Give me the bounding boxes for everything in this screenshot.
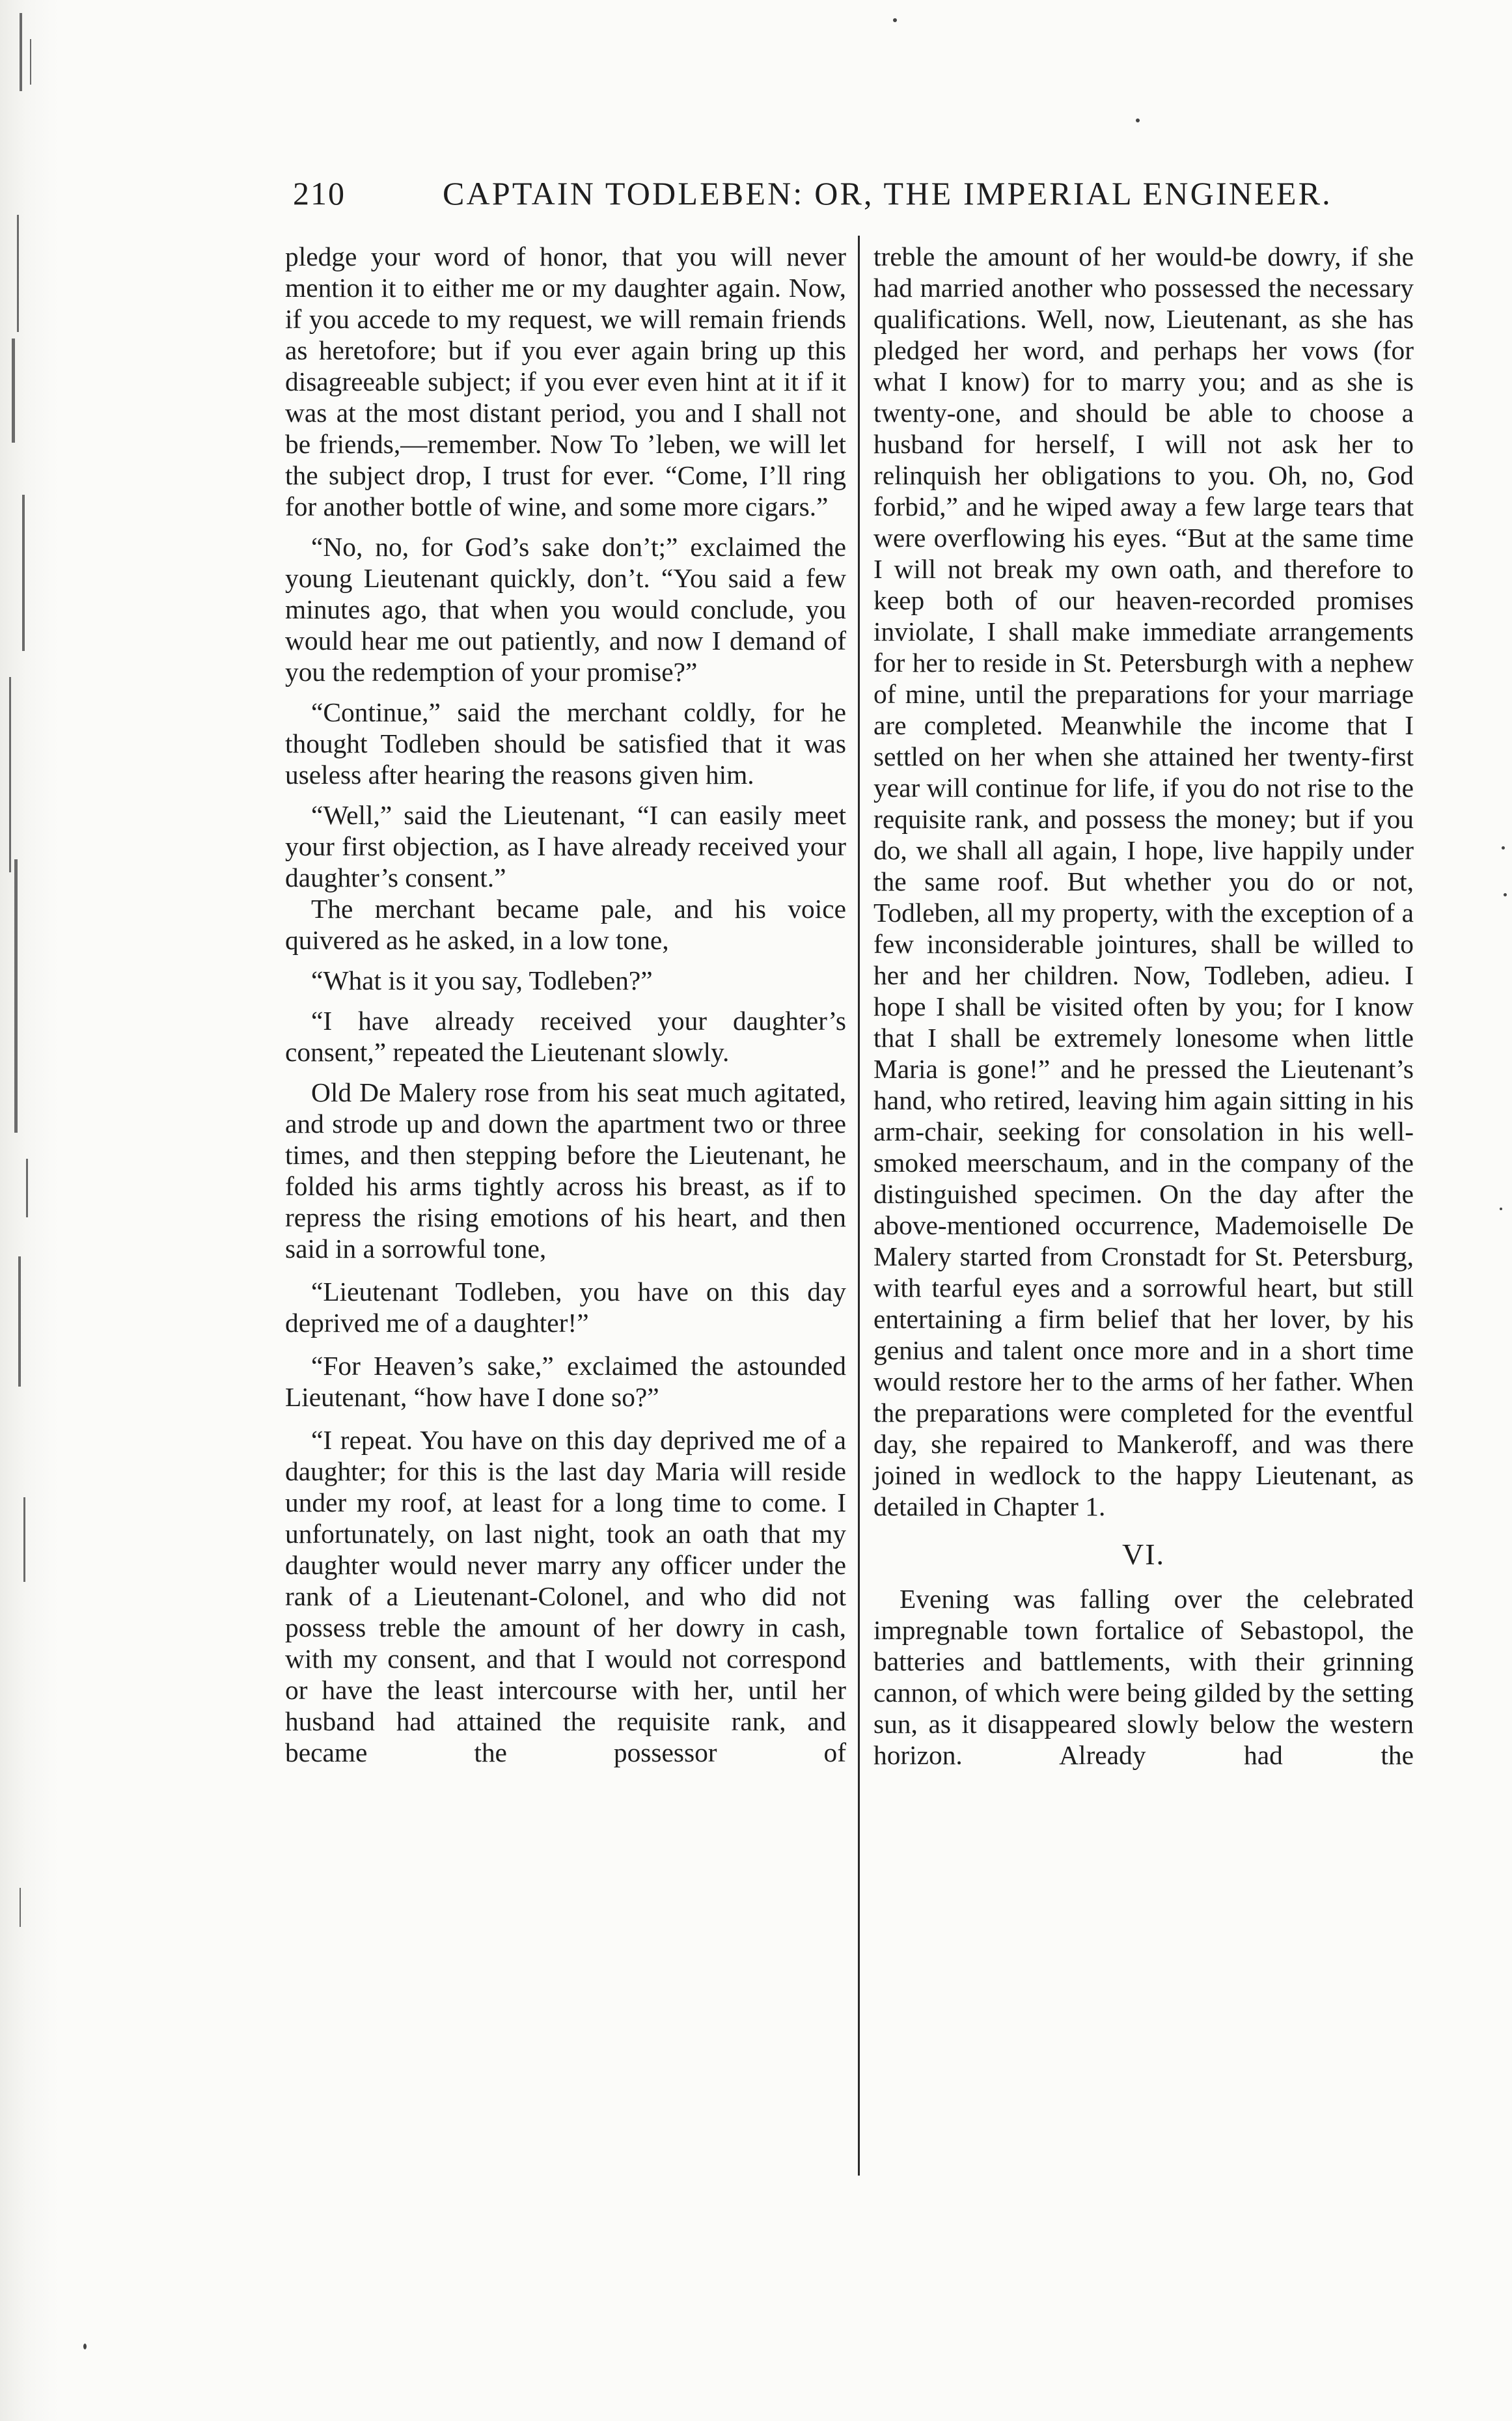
speck — [1504, 893, 1507, 896]
paragraph: “Well,” said the Lieutenant, “I can easily meet your first objection, as I have already received your daughter’s consent.” — [285, 800, 846, 892]
gutter-mark — [14, 859, 18, 1133]
speck — [893, 18, 897, 22]
paragraph: Old De Malery rose from his seat much agitated, and strode up and down the apartment two or three times, and then stepping before the Lieutenant, he folded his arms tightly across his breast, as if to repress the rising emotions of his heart, and then said in a sorrowful tone, — [285, 1077, 846, 1264]
speck — [1500, 1208, 1502, 1210]
paragraph: “Lieutenant Todleben, you have on this day deprived me of a daughter!” — [285, 1277, 846, 1338]
gutter-mark — [20, 1888, 21, 1927]
gutter-mark — [23, 1497, 25, 1582]
gutter-mark — [30, 39, 31, 85]
paragraph: Evening was falling over the celebrated impregnable town fortalice of Sebastopol, the batteries and battlements, with their grinning cannon, of which were being gilded by the setting sun, as it disappeared slowly below the western horizon. Already had the — [873, 1584, 1414, 1770]
page-number: 210 — [293, 175, 346, 212]
binding-gutter — [0, 0, 59, 2421]
gutter-mark — [22, 495, 25, 651]
paragraph: “No, no, for God’s sake don’t;” exclaimed the young Lieutenant quickly, don’t. “You said a few minutes ago, that when you would conclude, you would hear me out patiently, and now I demand of you the redemption of your promise?” — [285, 532, 846, 687]
paragraph: pledge your word of honor, that you will never mention it to either me or my daughter again. Now, if you accede to my request, we will remain friends as heretofore; but if you ever again bring up this disagreeable subject; if you ever even hint at it if it was at the most distant period, you and I shall not be friends,—remember. Now To ’leben, we will let the subject drop, I trust for ever. “Come, I’ll ring for another bottle of wine, and some more cigars.” — [285, 242, 846, 521]
gutter-mark — [12, 339, 15, 443]
gutter-mark — [26, 1159, 28, 1217]
section-heading: VI. — [1121, 1538, 1166, 1571]
gutter-mark — [17, 215, 19, 332]
speck — [83, 2344, 87, 2349]
left-column — [285, 241, 846, 2181]
speck — [1136, 118, 1140, 122]
paragraph: “For Heaven’s sake,” exclaimed the astounded Lieutenant, “how have I done so?” — [285, 1351, 846, 1412]
right-column — [873, 241, 1414, 2181]
paragraph: “What is it you say, Todleben?” — [311, 965, 653, 995]
running-title: CAPTAIN TODLEBEN: OR, THE IMPERIAL ENGINEER. — [443, 175, 1332, 212]
paragraph: “Continue,” said the merchant coldly, for he thought Todleben should be satisfied that it was useless after hearing the reasons given him. — [285, 697, 846, 790]
gutter-mark — [9, 677, 11, 872]
paragraph: treble the amount of her would-be dowry, if she had married another who possessed the necessary qualifications. Well, now, Lieutenant, as she has pledged her word, and perhaps her vows (for what I know) for to marry you; and as she is twenty-one, and should be able to choose a husband for herself, I will not ask her to relinquish her obligations to you. Oh, no, God forbid,” and he wiped away a few large tears that were overflowing his eyes. “But at the same time I will not break my own oath, and therefore to keep both of our heaven-recorded promises inviolate, I shall make immediate arrangements for her to reside in St. Petersburgh with a nephew of mine, until the preparations for your marriage are completed. Meanwhile the income that I settled on her when she attained her twenty-first year will continue for life, if you do not rise to the requisite rank, and possess the money; but if you do, we shall all again, I hope, live happily under the same roof. But whether you do or not, Todleben, all my property, with the exception of a few inconsiderable jointures, shall be willed to her and her children. Now, Todleben, adieu. I hope I shall be visited often by you; for I know that I shall be extremely lonesome when little Maria is gone!” and he pressed the Lieutenant’s hand, who retired, leaving him again sitting in his arm-chair, seeking for consolation in his well-smoked meerschaum, and in the company of the distinguished specimen. On the day after the above-mentioned occurrence, Mademoiselle De Malery started from Cronstadt for St. Petersburg, with tearful eyes and a sorrowful heart, but still entertaining a firm belief that her lover, by his genius and talent once more and in a short time would restore her to the arms of her father. When the preparations were completed for the eventful day, she repaired to Mankeroff, and was there joined in wedlock to the happy Lieutenant, as detailed in Chapter 1. — [873, 242, 1414, 1521]
column-rule — [858, 236, 860, 2176]
paragraph: The merchant became pale, and his voice quivered as he asked, in a low tone, — [285, 894, 846, 955]
gutter-mark — [18, 1256, 21, 1387]
speck — [1502, 846, 1505, 850]
paragraph: “I have already received your daughter’s consent,” repeated the Lieutenant slowly. — [285, 1006, 846, 1067]
paragraph: “I repeat. You have on this day deprived me of a daughter; for this is the last day Maria will reside under my roof, at least for a long time to come. I unfortunately, on last night, took an oath that my daughter would never marry any officer under the rank of a Lieutenant-Colonel, and who did not possess treble the amount of her dowry in cash, with my consent, and that I would not correspond or have the least intercourse with her, until her husband had attained the requisite rank, and became the possessor of — [285, 1425, 846, 1767]
gutter-mark — [20, 13, 22, 91]
running-head — [293, 174, 1419, 227]
